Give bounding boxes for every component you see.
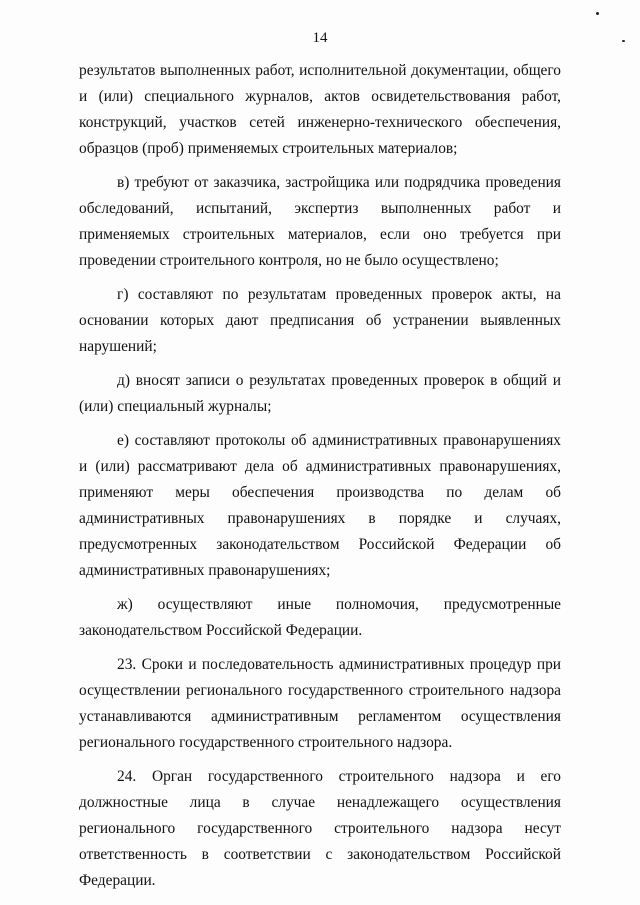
page-number: 14 [312,30,328,46]
scan-speck [596,12,599,15]
paragraph-item-v: в) требуют от заказчика, застройщика или подрядчика проведения обследований, испытаний, экспертиз выполненных работ и применяемых строительных материалов, если оно требуется при проведении строительного контроля, но не было осуществлено; [79,174,561,269]
paragraph-continuation: результатов выполненных работ, исполнительной документации, общего и (или) специального журналов, актов освидетельствования работ, конструкций, участков сетей инженерно-технического обеспечения, образцов (проб) применяемых строительных материалов; [79,62,561,157]
paragraph-item-g: г) составляют по результатам проведенных проверок акты, на основании которых дают предписания об устранении выявленных нарушений; [79,286,561,355]
paragraph-item-d: д) вносят записи о результатах проведенных проверок в общий и (или) специальный журналы; [79,372,561,415]
paragraph-24: 24. Орган государственного строительного надзора и его должностные лица в случае ненадлежащего осуществления регионального государственного строительного надзора несут ответственность в соответствии с законодательством Российской Федерации. [79,768,561,889]
paragraph-item-e: е) составляют протоколы об административных правонарушениях и (или) рассматривают дела об административных правонарушениях, применяют меры обеспечения производства по делам об административных правонарушениях в порядке и случаях, предусмотренных законодательством Российской Федерации об административных правонарушениях; [79,432,561,579]
paragraph-23: 23. Сроки и последовательность административных процедур при осуществлении регионального государственного строительного надзора устанавливаются административным регламентом осуществления регионального государственного строительного надзора. [79,656,561,751]
document-body [79,58,561,894]
paragraph-item-zh: ж) осуществляют иные полномочия, предусмотренные законодательством Российской Федерации. [79,596,561,639]
